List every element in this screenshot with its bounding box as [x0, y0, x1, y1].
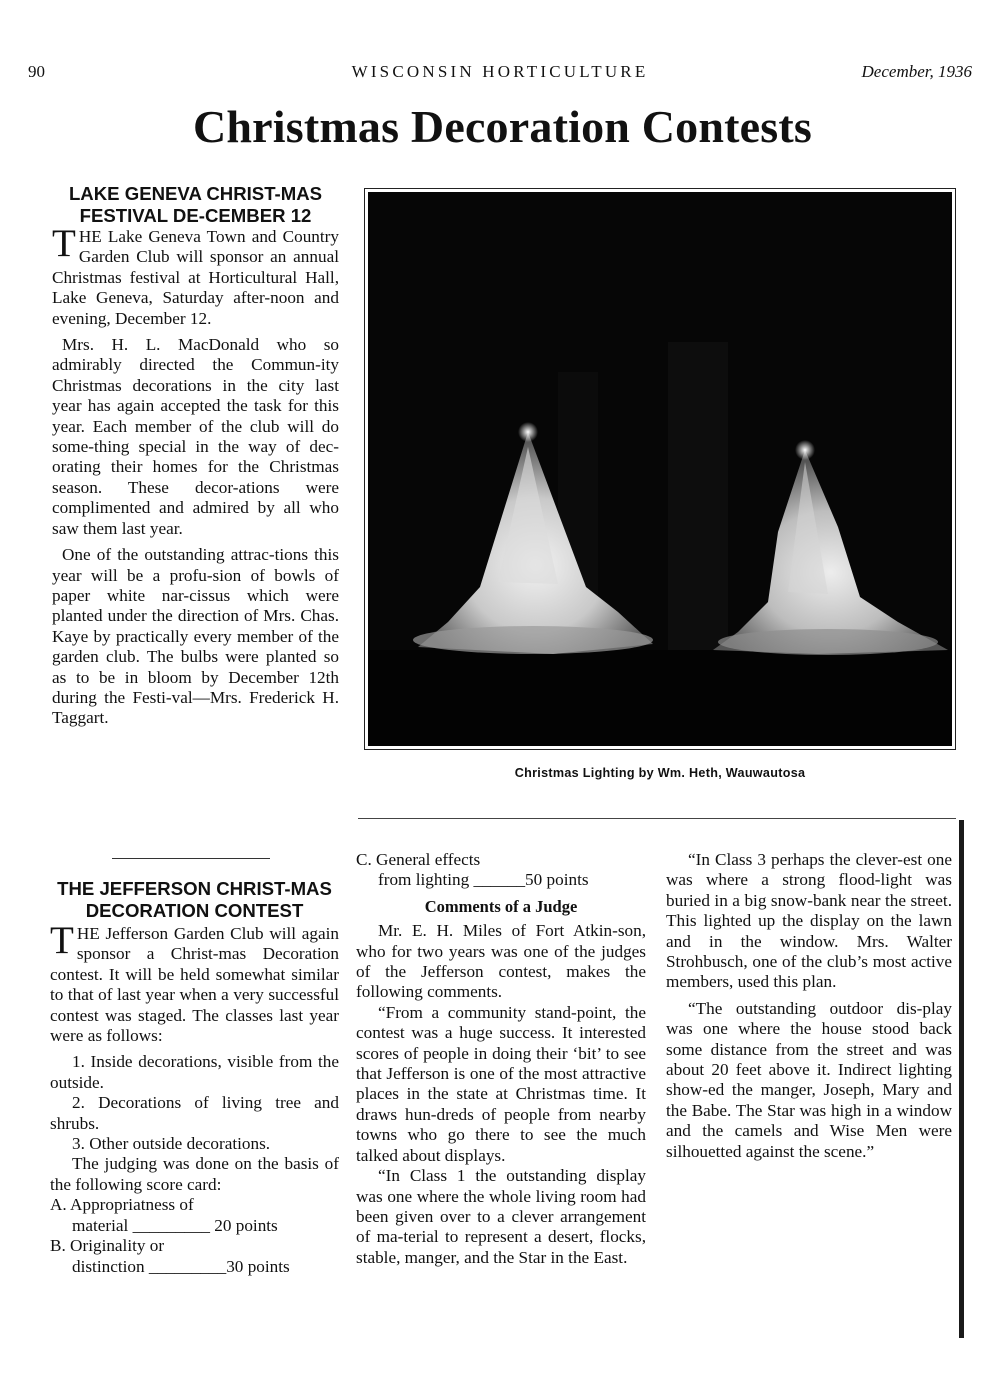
jefferson-paragraph-1	[50, 919, 339, 1046]
class-item-1: 1. Inside decorations, visible from the outside.	[50, 1052, 339, 1092]
score-item-b-points: distinction _________30 points	[72, 1256, 290, 1276]
lake-geneva-heading: LAKE GENEVA CHRIST-MAS FESTIVAL DE-CEMBER 12	[68, 183, 323, 226]
comments-paragraph-5: “The outstanding outdoor dis-play was one where the house stood back some distance from the street and was about 20 feet above it. Indirect lighting show-ed the manger, Joseph, Mary and the Babe. The Star was high in a window and the camels and Wise Men were silhouetted against the scene.”	[666, 998, 952, 1161]
drop-cap: T	[50, 919, 74, 962]
jefferson-paragraph-1-text: HE Jefferson Garden Club will again sponsor a Christ-mas Decoration contest. It will be held somewhat similar to that of last year when a very successful contest was staged. The classes last year were as follows:	[50, 924, 339, 1046]
lake-geneva-paragraph-3: One of the outstanding attrac-tions this year will be a profu-sion of bowls of paper white nar-cissus which were planted under the direction of Mrs. Chas. Kaye by practically every member of the garden club. The bulbs were planted so as to be in bloom by December 12th during the Festi-val—Mrs. Frederick H. Taggart.	[52, 545, 339, 728]
page-edge-bar	[959, 820, 964, 1338]
comments-paragraph-4: “In Class 3 perhaps the clever-est one was where a strong flood-light was buried in a big snow-bank near the street. This lighted up the display on the lawn and in the window. Mrs. Walter Strohbusch, one of the club’s most active members, used this plan.	[666, 850, 952, 992]
comments-paragraph-3: “In Class 1 the outstanding display was one where the whole living room had been given over to a clever arrangement of ma-terial to represent a desert, flocks, stable, manger, and the Star in the East.	[356, 1166, 646, 1267]
lake-geneva-paragraph-1	[52, 222, 339, 329]
jefferson-article-continued	[356, 850, 646, 1268]
christmas-lighting-photo	[368, 192, 952, 746]
lake-geneva-paragraph-1-text: HE Lake Geneva Town and Country Garden Club will sponsor an annual Christmas festival at Horticultural Hall, Lake Geneva, Saturday after-noon and evening, December 12.	[52, 227, 339, 328]
lake-geneva-article	[52, 183, 339, 735]
comments-paragraph-1: Mr. E. H. Miles of Fort Atkin-son, who for two years was one of the judges of the Jefferson contest, makes the following comments.	[356, 921, 646, 1002]
comments-subheading: Comments of a Judge	[424, 896, 578, 916]
jefferson-article-column-3	[666, 850, 952, 1162]
drop-cap: T	[52, 222, 76, 265]
photo-caption: Christmas Lighting by Wm. Heth, Wauwautosa	[514, 766, 806, 780]
section-divider	[112, 858, 270, 859]
class-item-2: 2. Decorations of living tree and shrubs.	[50, 1093, 339, 1133]
running-head	[28, 62, 972, 86]
jefferson-article	[50, 878, 339, 1277]
score-item-a-points: material _________ 20 points	[72, 1215, 278, 1235]
lake-geneva-paragraph-2: Mrs. H. L. MacDonald who so admirably directed the Commun-ity Christmas decorations in the city last year has again accepted the task for this year. Each member of the club will do some-thing special in the way of dec-orating their homes for the Christmas season. These decor-ations were complimented and admired by all who saw them last year.	[52, 335, 339, 538]
score-item-c-label: C. General effects	[356, 850, 481, 869]
score-item-b-label: B. Originality or	[50, 1236, 165, 1256]
comments-paragraph-2: “From a community stand-point, the contest was a huge success. It interested scores of people in doing their ‘bit’ to see that Jefferson is one of the most attractive places in the state at Christmas time. It draws hun-dreds of people from nearby towns who go there to see the much talked about displays.	[356, 1002, 646, 1165]
journal-name: WISCONSIN HORTICULTURE	[351, 62, 649, 81]
score-item-a-label: A. Appropriatness of	[50, 1195, 194, 1215]
score-card-intro: The judging was done on the basis of the following score card:	[50, 1154, 339, 1194]
caption-divider	[358, 818, 956, 819]
page-number: 90	[28, 62, 45, 81]
photo-frame	[364, 188, 956, 750]
class-item-3: 3. Other outside decorations.	[72, 1134, 271, 1154]
issue-date: December, 1936	[861, 62, 972, 81]
page-title: Christmas Decoration Contests	[192, 101, 813, 152]
jefferson-heading: THE JEFFERSON CHRIST-MAS DECORATION CONTEST	[57, 878, 332, 921]
score-item-c-points: from lighting ______50 points	[378, 870, 589, 890]
